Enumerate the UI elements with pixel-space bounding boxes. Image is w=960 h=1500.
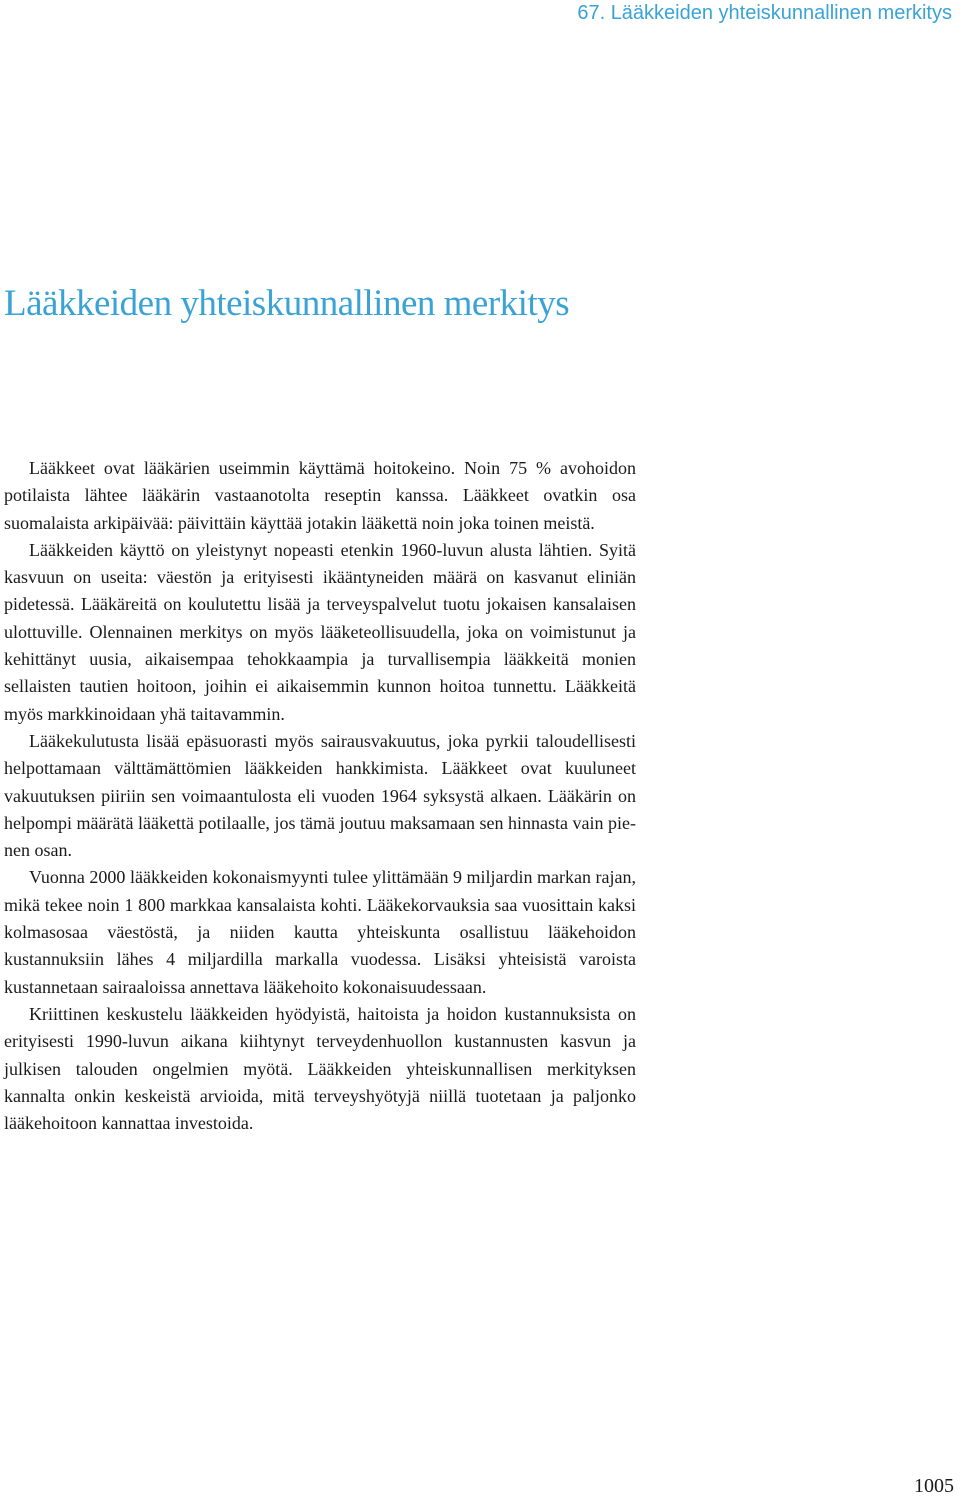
paragraph-3: Lääkekulutusta lisää epäsuorasti myös sairausvakuutus, joka pyrkii taloudellisesti helpottamaan välttämättömien lääkkeiden hankkimista. Lääkkeet ovat kuuluneet vakuutuksen piiriin sen voimaantulosta eli vuoden 1964 syksystä alkaen. Lääkärin on helpompi määrätä lääkettä potilaalle, jos tämä joutuu maksamaan sen hinnasta vain pienen osan. [4, 730, 636, 861]
page-number: 1005 [914, 1475, 954, 1497]
paragraph-2: Lääkkeiden käyttö on yleistynyt nopeasti etenkin 1960-luvun alusta lähtien. Syitä kasvuun on useita: väestön ja erityisesti ikääntyneiden määrä on kasvanut eliniän pidetessä. Lääkäreitä on koulutettu lisää ja terveyspalvelut tuotu jokaisen kansalaisen ulottuville. Olennainen merkitys on myös lääketeollisuudella, joka on voimistunut ja kehittänyt uusia, aikaisempaa tehokkaampia ja turvallisempia lääkkeitä monien sellaisten tautien hoitoon, joihin ei aikaisemmin kunnon hoitoa tunnettu. Lääkkeitä myös markkinoidaan yhä taitavammin. [4, 539, 636, 724]
paragraph-4: Vuonna 2000 lääkkeiden kokonaismyynti tulee ylittämään 9 miljardin markan rajan, mikä tekee noin 1 800 markkaa kansalaista kohti. Lääkekorvauksia saa vuosittain kaksi kolmasosaa väestöstä, ja niiden kautta yhteiskunta osallistuu lääkehoidon kustannuksiin lähes 4 miljardilla markalla vuodessa. Lisäksi yhteisistä varoista kustannetaan sairaaloissa annettava lääkehoito kokonaisuudessaan. [4, 867, 636, 997]
chapter-title: Lääkkeiden yhteiskunnallinen merkitys [4, 283, 570, 324]
paragraph-5: Kriittinen keskustelu lääkkeiden hyödyistä, haitoista ja hoidon kustannuksista on erityisesti 1990-luvun aikana kiihtynyt terveydenhuollon kustannusten kasvun ja julkisen talouden ongelmien myötä. Lääkkeiden yhteiskunnallisen merkityksen kannalta onkin keskeistä arvioida, mitä terveyshyötyjä niillä tuotetaan ja paljonko lääkehoitoon kannattaa investoida. [4, 1003, 636, 1134]
paragraph-1: Lääkkeet ovat lääkärien useimmin käyttämä hoitokeino. Noin 75 % avohoidon potilaista lähtee lääkärin vastaanotolta reseptin kanssa. Lääkkeet ovatkin osa suomalaista arkipäivää: päivittäin käyttää jotakin lääkettä noin joka toinen meistä. [4, 458, 636, 533]
running-header: 67. Lääkkeiden yhteiskunnallinen merkitys [577, 2, 952, 24]
body-text [4, 455, 636, 1137]
